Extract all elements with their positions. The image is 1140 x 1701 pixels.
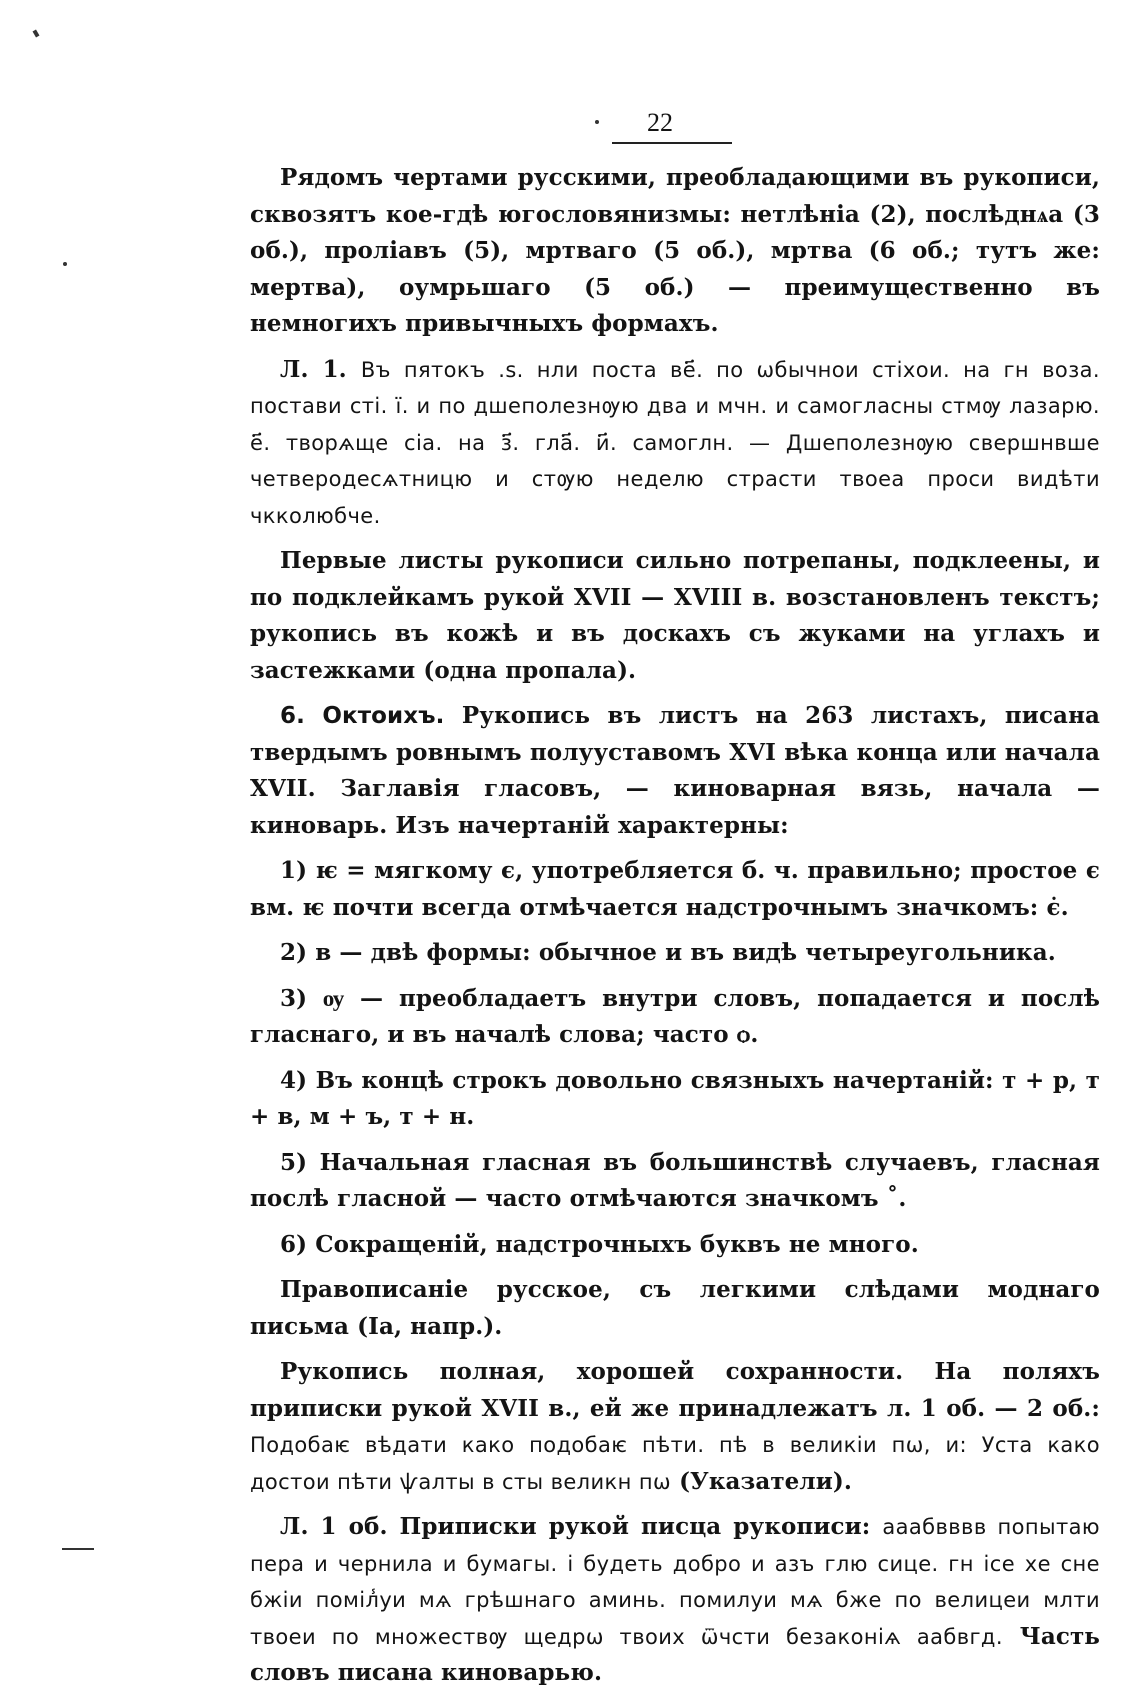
paragraph-folio-1 [250,352,1100,535]
margin-notes-lead: Рукопись полная, хорошей сохранности. На поляхъ приписки рукой XVII в., ей же принадлежатъ л. 1 об. — 2 об.: [250,1358,1100,1422]
scribe-notes-lead: Л. 1 об. Приписки рукой писца рукописи: [280,1513,871,1540]
paragraph-orthography: Правописаніе русское, съ легкими слѣдами моднаго письма (Іа, напр.). [250,1276,1100,1340]
print-speck [595,120,599,124]
list-item-5: 5) Начальная гласная въ большинствѣ случаевъ, гласная послѣ гласной — часто отмѣчаются значкомъ ˚. [250,1148,1100,1212]
list-item-3: 3) ѹ — преобладаетъ внутри словъ, попадается и послѣ гласнаго, и въ началѣ слова; часто ѻ. [250,984,1100,1048]
scribe-notes-tail: Часть словъ писана киноварью. [250,1622,1101,1686]
print-speck [63,262,67,266]
paragraph-condition: Первые листы рукописи сильно потрепаны, подклеены, и по подклейкамъ рукой XVII — XVIII в. возстановленъ текстъ; рукопись въ кожѣ и въ доскахъ съ жуками на углахъ и застежками (одна пропала). [250,547,1100,684]
paragraph-margin-notes [250,1354,1100,1500]
folio-reference: Л. 1. [280,355,347,383]
margin-notes-tail: (Указатели). [679,1467,852,1495]
paragraph-scribe-notes [250,1509,1100,1692]
list-item-2: 2) в — двѣ формы: обычное и въ видѣ четыреугольника. [280,939,1056,966]
manuscript-title: 6. Октоихъ. [280,703,445,729]
body-text [250,160,1100,1701]
church-slavonic-quote: Въ пятокъ .ѕ. нли поста ве҃. по ѡбычнои стіхои. на гн воза. постави сті. ї. и по дшеполезнѹю два и мчн. и самогласны стмѹ лазарю. е҃. творѧще сіа. на з҃. гла҃. и҃. самоглн. — Дшеполезнѹю свершнвше четверодесѧтницю и стѹю неделю страсти твоеа проси видѣти чкколюбче. [250,357,1101,528]
page-number-rule [612,142,732,144]
print-speck [33,29,40,37]
church-slavonic-quote: ааабвввв попытаю пера и чернила и бумагы. і будеть добро и азъ глю сице. гн ісе хе сне бжіи поміл̾уи мѧ грѣшнаго аминь. помилуи мѧ бже по велицеи млти твоеи по множествѹ щедрѡ твоих ѿчсти безаконіѧ аабвгд. [250,1515,1100,1649]
list-item-6: 6) Сокращеній, надстрочныхъ буквъ не много. [280,1230,919,1258]
paragraph-octoechos [250,698,1100,844]
list-item-4: 4) Въ концѣ строкъ довольно связныхъ начертаній: т + р, т + в, м + ъ, т + н. [250,1066,1100,1130]
list-item-1: 1) ѥ = мягкому є, употребляется б. ч. правильно; простое є вм. ѥ почти всегда отмѣчается надстрочнымъ значкомъ: є̇. [250,857,1100,921]
manuscript-description: Рукопись въ листъ на 263 листахъ, писана твердымъ ровнымъ полууставомъ XVI вѣка конца или начала XVII. Заглавія гласовъ, — киноварная вязь, начала — киноварь. Изъ начертаній характерны: [250,702,1101,839]
paragraph-yugoslavisms: Рядомъ чертами русскими, преобладающими въ рукописи, сквозятъ кое-гдѣ югословянизмы: нетлѣніа (2), послѣднѧа (3 об.), проліавъ (5), мртваго (5 об.), мртва (6 об.; тутъ же: мертва), оумрьшаго (5 об.) — преимущественно въ немногихъ привычныхъ формахъ. [250,164,1100,337]
margin-mark [62,1548,94,1550]
page-number: 22 [647,108,673,137]
church-slavonic-quote: Подобаѥ вѣдати како подобаѥ пѣти. пѣ в великіи пѡ, и: Уста како достои пѣти ѱалты в сты великн пѡ [250,1433,1100,1494]
